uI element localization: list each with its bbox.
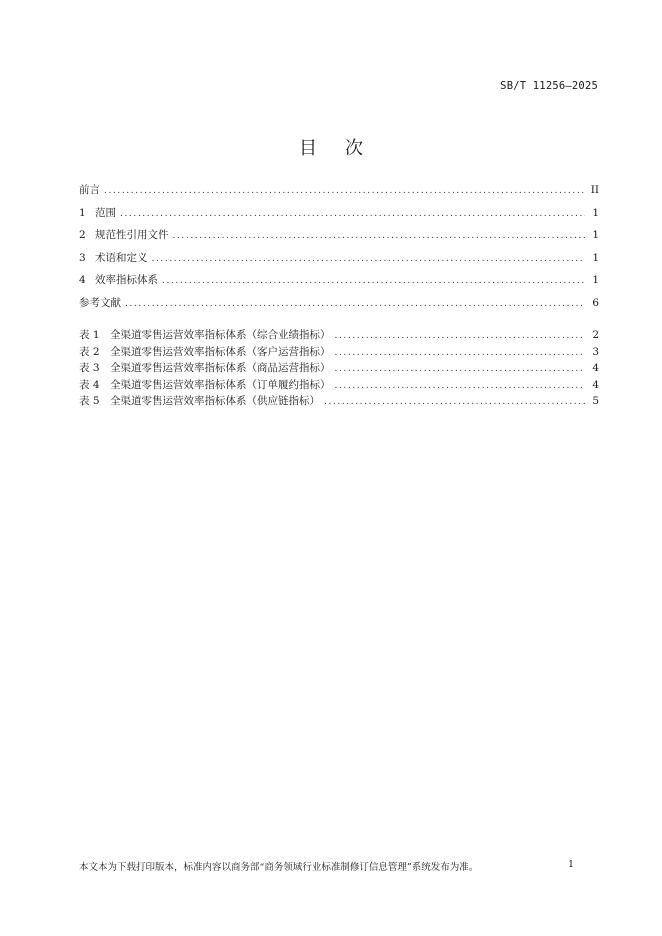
toc-table-entry[interactable] bbox=[79, 360, 599, 377]
toc-entry-text: 规范性引用文件 bbox=[95, 229, 169, 242]
toc-entry-page: 1 bbox=[592, 206, 599, 219]
toc-table-number: 表 1 bbox=[79, 329, 100, 341]
toc-entry-page: 3 bbox=[592, 345, 599, 358]
toc-entry-text: 全渠道零售运营效率指标体系（供应链指标） bbox=[110, 395, 320, 408]
toc-table-number: 表 2 bbox=[79, 345, 100, 358]
toc-entry-label bbox=[79, 250, 148, 265]
toc-entry-label bbox=[79, 227, 169, 242]
toc-entry-page: 2 bbox=[592, 329, 599, 341]
toc-entry-page: 1 bbox=[592, 274, 599, 287]
toc-dot-leader bbox=[152, 254, 586, 264]
toc-table-number: 表 4 bbox=[79, 378, 100, 391]
toc-entry-label bbox=[79, 360, 331, 375]
toc-entry-text: 效率指标体系 bbox=[95, 274, 158, 287]
toc-entry-text: 全渠道零售运营效率指标体系（商品运营指标） bbox=[110, 362, 331, 375]
toc-table-number: 表 3 bbox=[79, 362, 100, 375]
document-code: SB/T 11256—2025 bbox=[500, 80, 598, 92]
toc-table-entry[interactable] bbox=[79, 344, 599, 361]
toc-dot-leader bbox=[162, 276, 585, 286]
toc-dot-leader bbox=[173, 231, 586, 241]
toc-table-entry[interactable] bbox=[79, 327, 599, 344]
toc-dot-leader bbox=[125, 299, 585, 309]
toc-dot-leader bbox=[120, 209, 585, 219]
footer-disclaimer: 本文本为下载打印版本，标准内容以商务部“商务领域行业标准制修订信息管理”系统发布为准。 bbox=[79, 862, 479, 873]
toc-entry-efficiency-indicators[interactable] bbox=[79, 272, 599, 295]
toc-entry-bibliography[interactable] bbox=[79, 295, 599, 318]
toc-table-entry[interactable] bbox=[79, 377, 599, 394]
toc-entry-label: 参考文献 bbox=[79, 296, 121, 309]
toc-dot-leader bbox=[324, 397, 585, 407]
toc-entry-label bbox=[79, 272, 158, 287]
toc-entry-label bbox=[79, 377, 331, 392]
toc-entry-normative-references[interactable] bbox=[79, 227, 599, 250]
toc-table-list bbox=[79, 327, 599, 410]
toc-entry-page: 1 bbox=[592, 229, 599, 242]
toc-table-number: 表 5 bbox=[79, 395, 100, 408]
toc-entry-foreword[interactable] bbox=[79, 182, 599, 205]
toc-entry-page: 6 bbox=[592, 296, 599, 309]
toc-entry-label bbox=[79, 327, 331, 342]
toc-entry-text: 全渠道零售运营效率指标体系（综合业绩指标） bbox=[110, 329, 331, 341]
toc-entry-terms-definitions[interactable] bbox=[79, 250, 599, 273]
toc-dot-leader bbox=[335, 331, 586, 341]
toc-entry-number: 2 bbox=[79, 229, 86, 242]
toc-entry-number: 1 bbox=[79, 206, 86, 219]
toc-entry-text: 全渠道零售运营效率指标体系（客户运营指标） bbox=[110, 345, 331, 358]
toc-entry-page: 1 bbox=[592, 251, 599, 264]
toc-entry-page: 5 bbox=[592, 395, 599, 408]
toc-entry-text: 范围 bbox=[95, 206, 116, 219]
toc-dot-leader bbox=[335, 348, 586, 358]
toc-entry-page: 4 bbox=[592, 362, 599, 375]
toc-title: 目次 bbox=[299, 138, 391, 159]
toc-entry-scope[interactable] bbox=[79, 205, 599, 228]
page-number: 1 bbox=[568, 859, 575, 870]
toc-entry-text: 全渠道零售运营效率指标体系（订单履约指标） bbox=[110, 378, 331, 391]
toc-entry-page: II bbox=[590, 184, 599, 196]
toc-dot-leader bbox=[335, 364, 586, 374]
toc-entry-label bbox=[79, 205, 116, 220]
toc-entry-text: 术语和定义 bbox=[95, 251, 148, 264]
toc-dot-leader bbox=[335, 381, 586, 391]
toc-table-entry[interactable] bbox=[79, 393, 599, 410]
toc-main-list bbox=[79, 182, 599, 318]
toc-entry-number: 4 bbox=[79, 274, 86, 287]
toc-entry-label bbox=[79, 344, 331, 359]
toc-entry-label bbox=[79, 393, 320, 408]
toc-entry-number: 3 bbox=[79, 251, 86, 264]
toc-entry-label: 前言 bbox=[79, 184, 100, 196]
toc-dot-leader bbox=[104, 186, 585, 196]
toc-entry-page: 4 bbox=[592, 378, 599, 391]
